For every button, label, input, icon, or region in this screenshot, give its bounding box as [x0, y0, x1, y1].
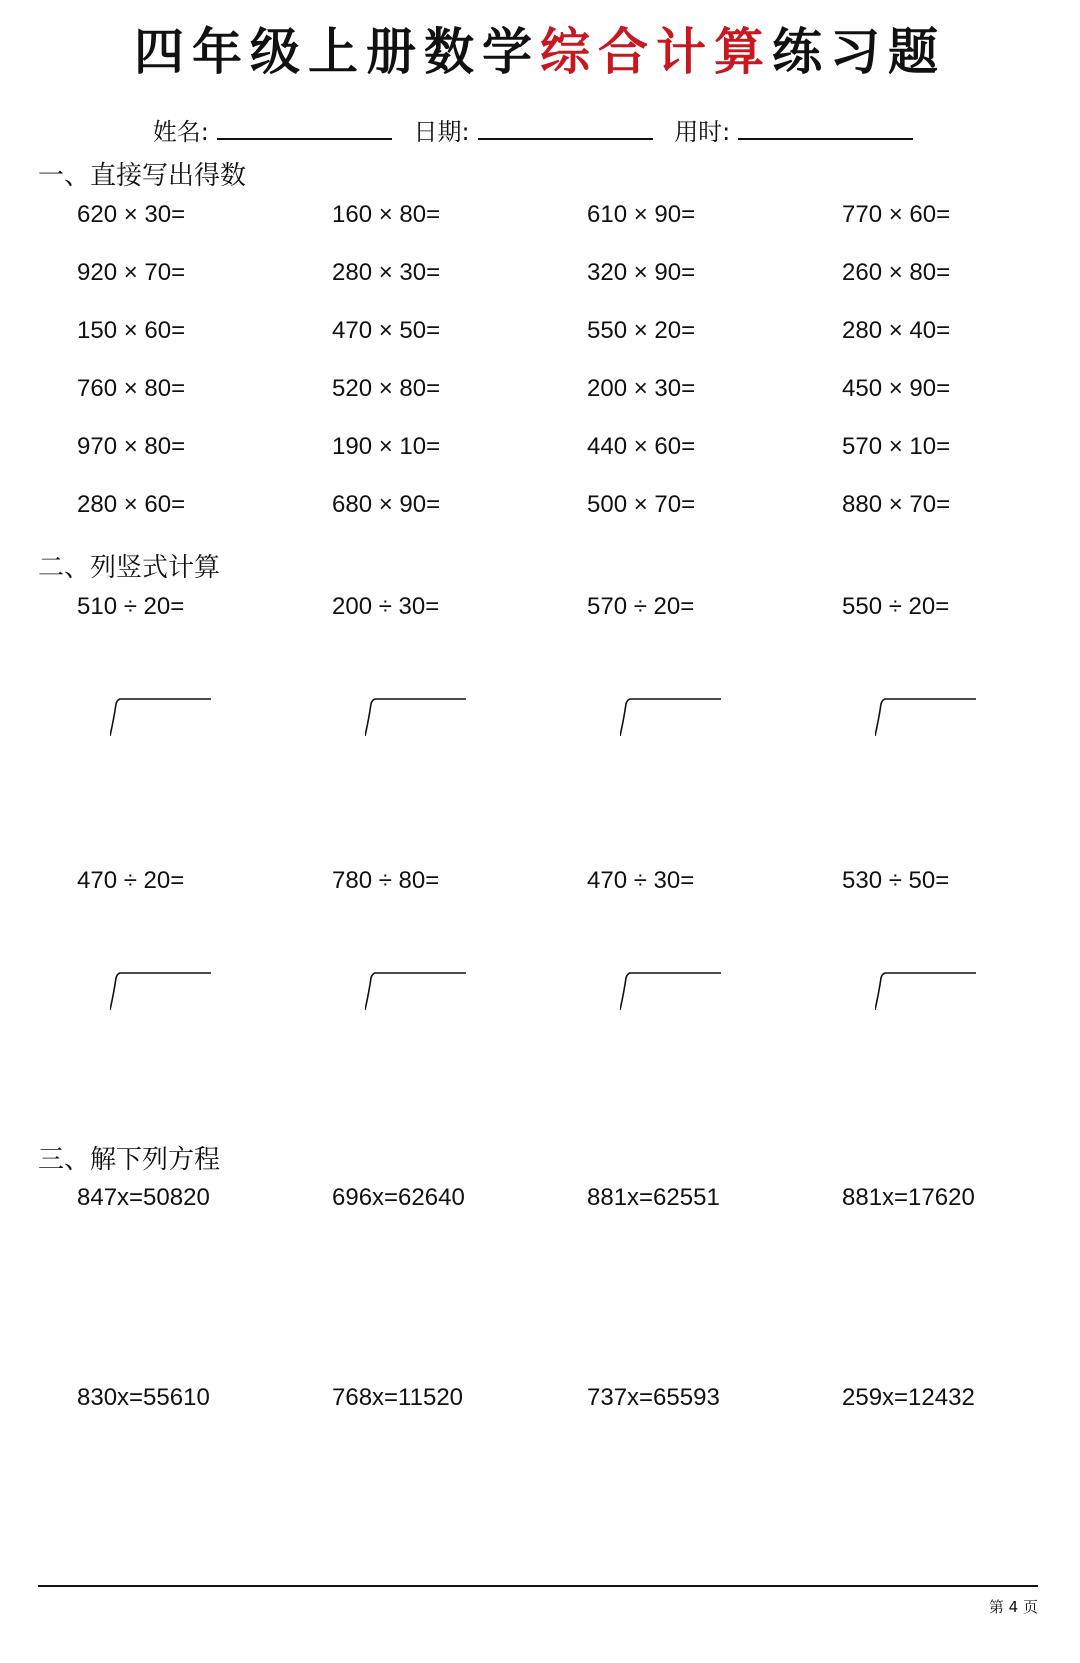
problem-text: 696x=62640 — [332, 1184, 465, 1211]
problem-text: 737x=65593 — [587, 1384, 720, 1411]
problem-text: 200 × 30= — [587, 375, 696, 402]
problem-text: 920 × 70= — [77, 259, 186, 286]
long-division-bracket — [365, 970, 470, 1012]
date-label: 日期: — [413, 118, 470, 146]
problem-text: 280 × 40= — [842, 317, 951, 344]
problem-text: 620 × 30= — [77, 201, 186, 228]
date-blank[interactable] — [478, 116, 653, 140]
problem-text: 760 × 80= — [77, 375, 186, 402]
problem-text: 550 ÷ 20= — [842, 593, 950, 620]
problem-row — [0, 488, 1080, 522]
problem-text: 160 × 80= — [332, 201, 441, 228]
long-division-bracket — [875, 970, 980, 1012]
problem-row — [0, 256, 1080, 290]
problem-text: 610 × 90= — [587, 201, 696, 228]
problem-text: 881x=62551 — [587, 1184, 720, 1211]
problem-text: 768x=11520 — [332, 1384, 464, 1411]
name-label: 姓名: — [152, 118, 209, 146]
title-highlight: 综合计算 — [540, 22, 772, 81]
footer-divider — [38, 1585, 1038, 1587]
problem-text: 570 ÷ 20= — [587, 593, 695, 620]
problem-text: 190 × 10= — [332, 433, 441, 460]
problem-text: 470 × 50= — [332, 317, 441, 344]
problem-text: 510 ÷ 20= — [77, 593, 185, 620]
problem-row — [0, 198, 1080, 232]
problem-text: 970 × 80= — [77, 433, 186, 460]
problem-text: 500 × 70= — [587, 491, 696, 518]
problem-text: 847x=50820 — [77, 1184, 210, 1211]
problem-text: 780 ÷ 80= — [332, 867, 440, 894]
problem-text: 550 × 20= — [587, 317, 696, 344]
section-2-title: 二、列竖式计算 — [38, 553, 221, 583]
problem-text: 280 × 30= — [332, 259, 441, 286]
problem-text: 280 × 60= — [77, 491, 186, 518]
problem-text: 770 × 60= — [842, 201, 951, 228]
problem-text: 259x=12432 — [842, 1384, 975, 1411]
problem-row — [0, 864, 1080, 898]
long-division-bracket — [875, 696, 980, 738]
problem-text: 200 ÷ 30= — [332, 593, 440, 620]
problem-text: 520 × 80= — [332, 375, 441, 402]
problem-text: 530 ÷ 50= — [842, 867, 950, 894]
problem-row — [0, 430, 1080, 464]
problem-row — [0, 1181, 1080, 1215]
long-division-bracket — [110, 970, 215, 1012]
problem-text: 880 × 70= — [842, 491, 951, 518]
problem-text: 470 ÷ 30= — [587, 867, 695, 894]
problem-text: 150 × 60= — [77, 317, 186, 344]
page-number: 第 4 页 — [988, 1598, 1038, 1616]
problem-text: 680 × 90= — [332, 491, 441, 518]
problem-text: 881x=17620 — [842, 1184, 975, 1211]
problem-text: 260 × 80= — [842, 259, 951, 286]
worksheet-title — [0, 22, 1080, 82]
problem-text: 830x=55610 — [77, 1384, 210, 1411]
time-blank[interactable] — [738, 116, 913, 140]
problem-text: 320 × 90= — [587, 259, 696, 286]
long-division-bracket — [620, 970, 725, 1012]
problem-text: 450 × 90= — [842, 375, 951, 402]
problem-text: 470 ÷ 20= — [77, 867, 185, 894]
section-3-title: 三、解下列方程 — [38, 1145, 221, 1175]
problem-text: 440 × 60= — [587, 433, 696, 460]
long-division-bracket — [365, 696, 470, 738]
problem-row — [0, 1381, 1080, 1415]
title-part-1: 四年级上册数学 — [134, 22, 540, 81]
problem-row — [0, 372, 1080, 406]
problem-row — [0, 314, 1080, 348]
title-part-3: 练习题 — [772, 22, 946, 81]
problem-row — [0, 590, 1080, 624]
problem-text: 570 × 10= — [842, 433, 951, 460]
student-info-line — [0, 115, 1080, 149]
long-division-bracket — [110, 696, 215, 738]
long-division-bracket — [620, 696, 725, 738]
section-1-title: 一、直接写出得数 — [38, 161, 247, 191]
name-blank[interactable] — [217, 116, 392, 140]
time-label: 用时: — [674, 118, 731, 146]
